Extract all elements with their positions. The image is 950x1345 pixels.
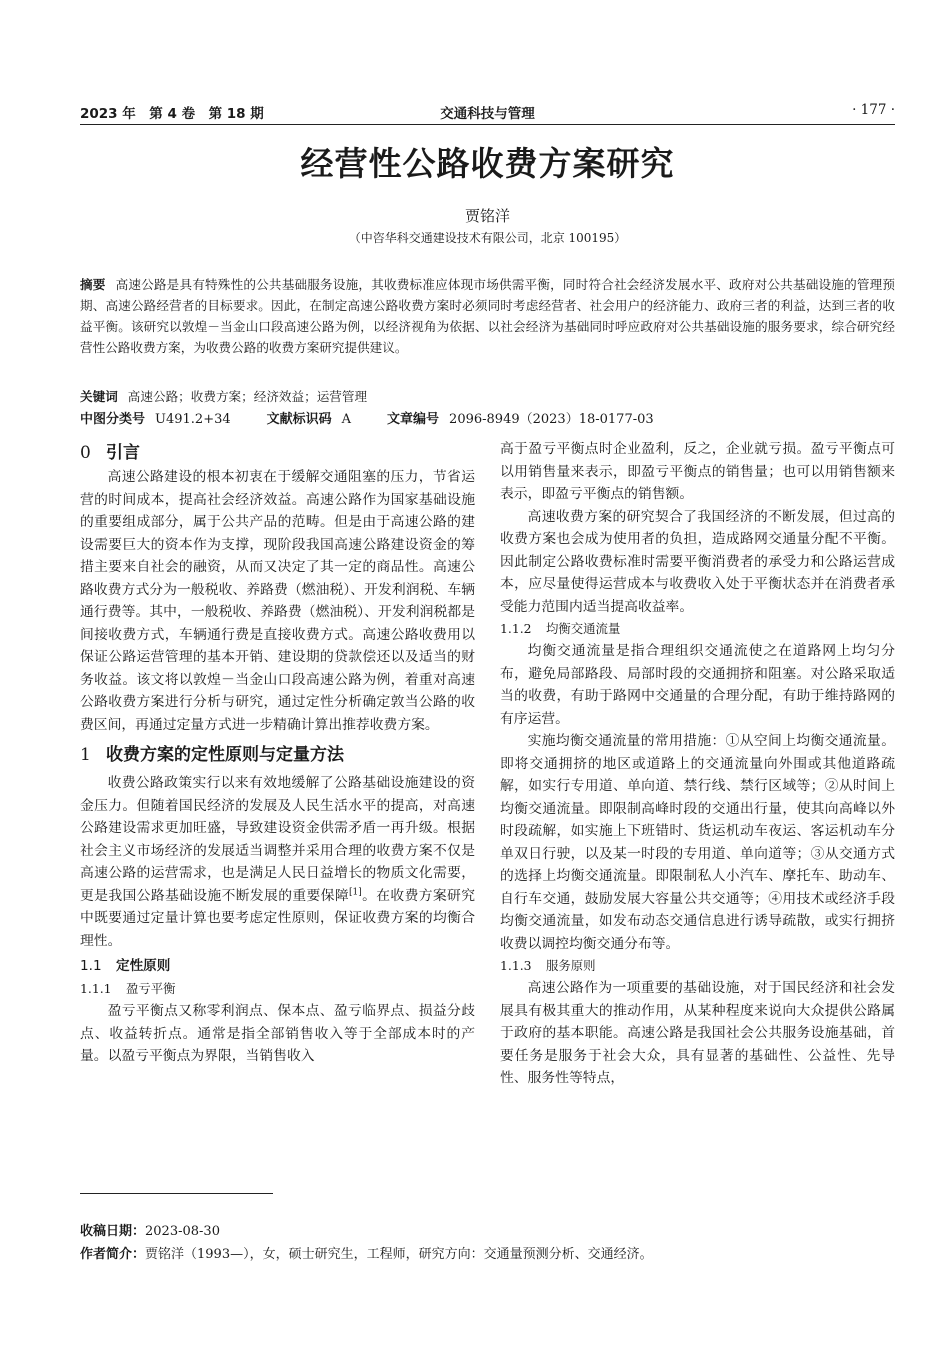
left-column xyxy=(80,440,475,1068)
subsubsection-heading xyxy=(80,978,475,1000)
section-number: 0 xyxy=(80,443,91,463)
paragraph: 高速公路建设的根本初衷在于缓解交通阻塞的压力，节省运营的时间成本，提高社会经济效益。高速公路作为国家基础设施的重要组成部分，属于公共产品的范畴。但是由于高速公路的建设需要巨大的资本作为支撑，现阶段我国高速公路建设资金的筹措主要来自社会的融资，从而又决定了其一定的商品性。高速公路收费方式分为一般税收、养路费（燃油税）、开发利润税、车辆通行费等。其中，一般税收、养路费（燃油税）、开发利润税都是间接收费方式，车辆通行费是直接收费方式。高速公路收费用以保证公路运营管理的基本开销、建设期的贷款偿还以及适当的财务收益。该文将以敦煌－当金山口段高速公路为例，着重对高速公路收费方案进行分析与研究，通过定性分析确定敦当公路的收费区间，再通过定量方式进一步精确计算出推荐收费方案。 xyxy=(80,469,475,733)
section-title: 引言 xyxy=(106,443,140,463)
clc-value: U491.2+34 xyxy=(155,412,231,427)
paragraph-continued: 高于盈亏平衡点时企业盈利，反之，企业就亏损。盈亏平衡点可以用销售量来表示，即盈亏平衡点的销售量；也可以用销售额来表示，即盈亏平衡点的销售额。 xyxy=(500,441,895,502)
subsection-title: 定性原则 xyxy=(116,958,171,974)
keywords xyxy=(80,386,895,405)
journal-name: 交通科技与管理 xyxy=(440,106,535,122)
received-value: 2023-08-30 xyxy=(145,1224,220,1239)
subsubsection-title: 盈亏平衡 xyxy=(126,981,176,996)
subsubsection-heading xyxy=(500,955,895,977)
article-no-label: 文章编号 xyxy=(387,412,440,427)
paragraph: 高速收费方案的研究契合了我国经济的不断发展，但过高的收费方案也会成为使用者的负担，造成路网交通量分配不平衡。因此制定公路收费标准时需要平衡消费者的承受力和公路运营成本，应尽量使得运营成本与收费收入处于平衡状态并在消费者承受能力范围内适当提高收益率。 xyxy=(500,508,895,615)
header-rule xyxy=(80,124,895,125)
abstract xyxy=(80,274,895,358)
subsubsection-title: 服务原则 xyxy=(546,958,596,973)
paragraph: 高速公路作为一项重要的基础设施，对于国民经济和社会发展具有极其重大的推动作用，从某种程度来说向大众提供公路属于政府的基本职能。高速公路是我国社会公共服务设施基础，首要任务是服务于社会大众，具有显著的基础性、公益性、先导性、服务性等特点， xyxy=(500,980,895,1086)
footnote-rule xyxy=(80,1193,273,1194)
clc-label: 中图分类号 xyxy=(80,412,146,427)
right-column xyxy=(500,438,895,1090)
author-name: 贾铭洋 xyxy=(464,207,510,225)
paragraph-text: 。在收费方案研究中既要通过定量计算也要考虑定性原则，保证收费方案的均衡合理性。 xyxy=(80,887,476,949)
section-heading xyxy=(80,440,475,466)
author-affiliation: （中咨华科交通建设技术有限公司，北京 100195） xyxy=(348,231,627,245)
received-label: 收稿日期： xyxy=(80,1224,146,1239)
abstract-label: 摘要 xyxy=(80,277,106,292)
keywords-label: 关键词 xyxy=(80,389,118,404)
section-title: 收费方案的定性原则与定量方法 xyxy=(106,745,344,765)
doc-code-value: A xyxy=(341,412,352,427)
abstract-text: 高速公路是具有特殊性的公共基础服务设施，其收费标准应体现市场供需平衡，同时符合社会经济发展水平、政府对公共基础设施的管理预期、高速公路经营者的目标要求。因此，在制定高速公路收费方案时必须同时考虑经营者、社会用户的经济能力、政府三者的利益，达到三者的收益平衡。该研究以敦煌－当金山口段高速公路为例，以经济视角为依据、以社会经济为基础同时呼应政府对公共基础设施的服务要求，综合研究经营性公路收费方案，为收费公路的收费方案研究提供建议。 xyxy=(80,277,896,355)
bio-label: 作者简介： xyxy=(80,1247,146,1262)
keywords-text: 高速公路；收费方案；经济效益；运营管理 xyxy=(127,389,368,404)
subsubsection-title: 均衡交通流量 xyxy=(546,621,621,636)
subsection-heading xyxy=(80,954,475,978)
subsection-number: 1.1 xyxy=(80,958,102,974)
running-header xyxy=(80,100,895,122)
paragraph-text: 收费公路政策实行以来有效地缓解了公路基础设施建设的资金压力。但随着国民经济的发展及人民生活水平的提高，对高速公路建设需求更加旺盛，导致建设资金供需矛盾一再升级。根据社会主义市场经济的发展适当调整并采用合理的收费方案不仅是高速公路的运营需求，也是满足人民日益增长的物质文化需要，更是我国公路基础设施不断发展的重要保障 xyxy=(80,775,475,904)
subsubsection-number: 1.1.2 xyxy=(500,621,532,636)
article-no-value: 2096-8949（2023）18-0177-03 xyxy=(449,412,654,427)
section-heading xyxy=(80,742,475,768)
paragraph: 均衡交通流量是指合理组织交通流使之在道路网上均匀分布，避免局部路段、局部时段的交通拥挤和阻塞。对公路采取适当的收费，有助于路网中交通量的合理分配，有助于维持路网的有序运营。 xyxy=(500,643,895,727)
doc-code-label: 文献标识码 xyxy=(266,412,332,427)
subsubsection-heading xyxy=(500,618,895,640)
paragraph: 实施均衡交通流量的常用措施：①从空间上均衡交通流量。即将交通拥挤的地区或道路上的交通流量向外围或其他道路疏解，如实行专用道、单向道、禁行线、禁行区域等；②从时间上均衡交通流量。即限制高峰时段的交通出行量，使其向高峰以外时段疏解，如实施上下班错时、货运机动车夜运、客运机动车分单双日行驶，以及某一时段的专用道、单向道等；③从交通方式的选择上均衡交通流量。即限制私人小汽车、摩托车、助动车、自行车交通，鼓励发展大容量公共交通等；④用技术或经济手段均衡交通流量，如发布动态交通信息进行诱导疏散，或实行拥挤收费以调控均衡交通分布等。 xyxy=(500,733,895,952)
bio-text: 贾铭洋（1993—），女，硕士研究生，工程师，研究方向：交通量预测分析、交通经济。 xyxy=(145,1247,653,1262)
author-bio xyxy=(80,1243,653,1262)
citation-ref: [1] xyxy=(349,886,362,897)
received-date xyxy=(80,1220,220,1239)
paragraph: 盈亏平衡点又称零利润点、保本点、盈亏临界点、损益分歧点、收益转折点。通常是指全部销售收入等于全部成本时的产量。以盈亏平衡点为界限，当销售收入 xyxy=(80,1003,475,1064)
page-number: · 177 · xyxy=(852,102,895,118)
subsubsection-number: 1.1.1 xyxy=(80,981,112,996)
issue-info: 2023 年 第 4 卷 第 18 期 xyxy=(80,106,264,122)
subsubsection-number: 1.1.3 xyxy=(500,958,532,973)
article-title: 经营性公路收费方案研究 xyxy=(300,144,675,183)
paragraph xyxy=(80,772,475,952)
section-number: 1 xyxy=(80,745,91,765)
classification-line xyxy=(80,408,895,427)
